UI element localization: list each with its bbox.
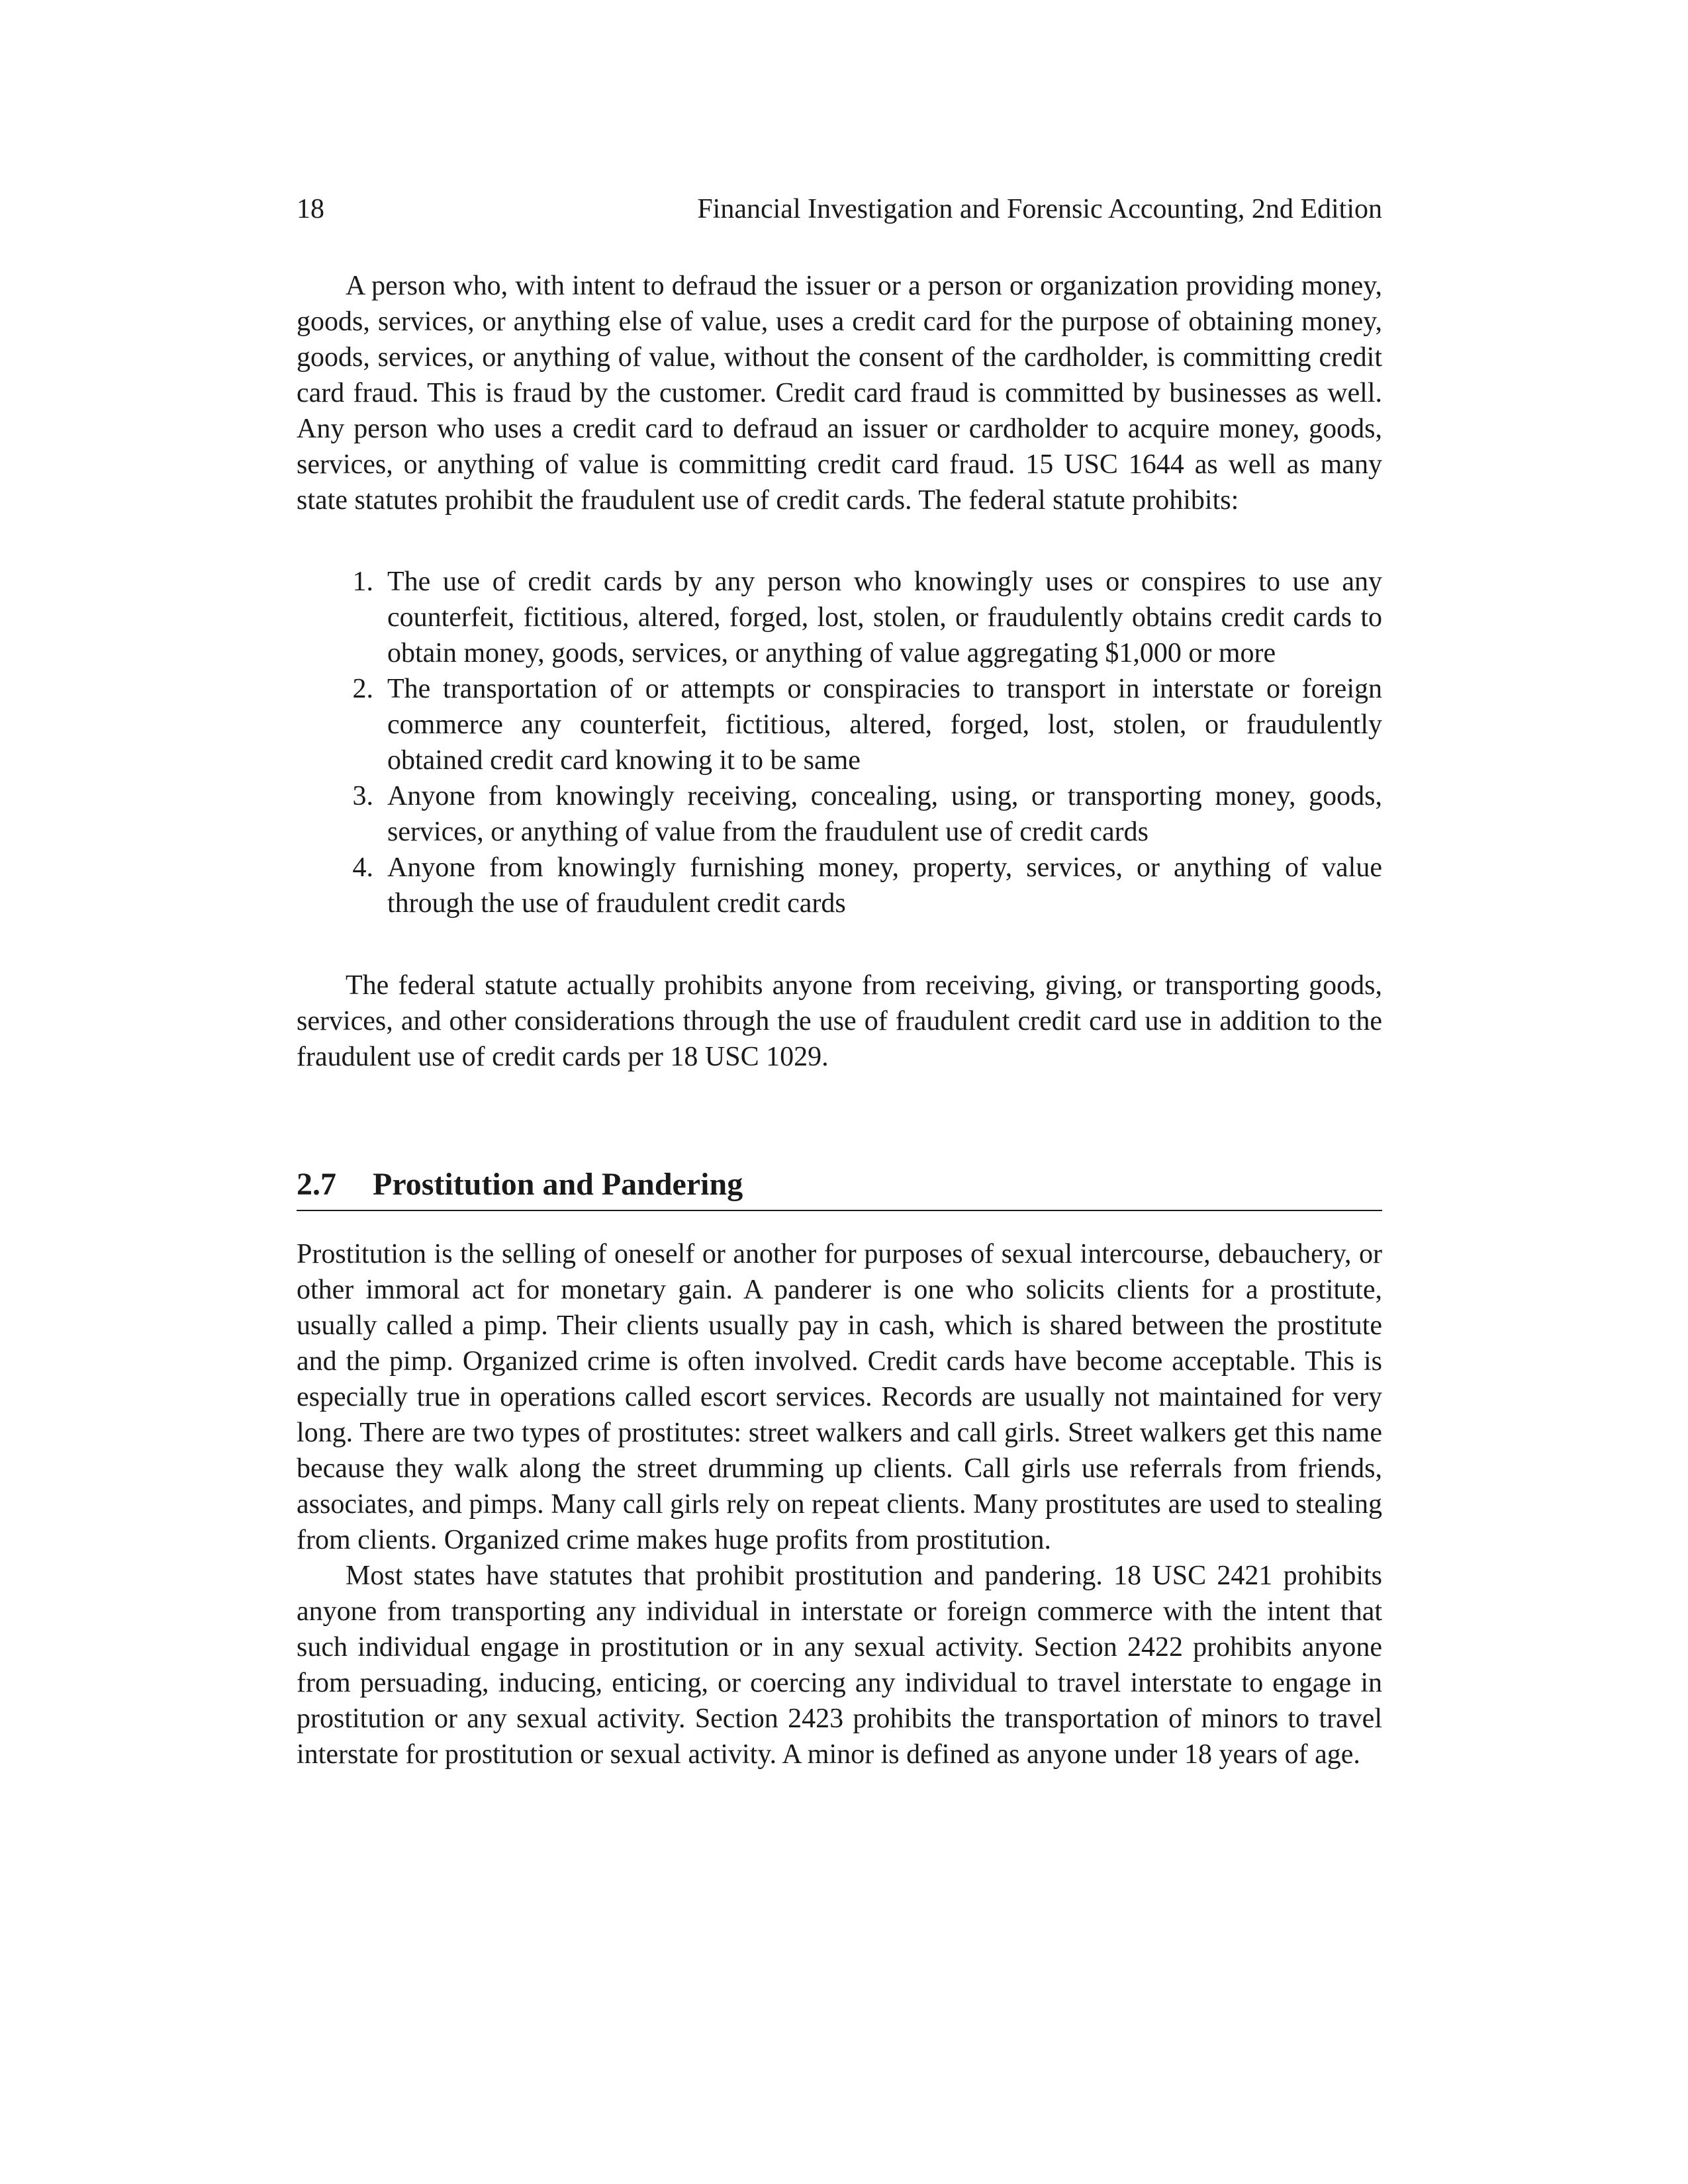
section-title: Prostitution and Pandering bbox=[373, 1167, 743, 1202]
running-header bbox=[297, 192, 1382, 226]
intro-paragraph: A person who, with intent to defraud the issuer or a person or organization providing money, goods, services, or anything else of value, uses a credit card for the purpose of obtaining money, goods, services, or anything of value, without the consent of the cardholder, is committing credit card fraud. This is fraud by the customer. Credit card fraud is committed by businesses as well. Any person who uses a credit card to defraud an issuer or cardholder to acquire money, goods, services, or anything of value is committing credit card fraud. 15 USC 1644 as well as many state statutes prohibit the fraudulent use of credit cards. The federal statute prohibits: bbox=[297, 271, 1382, 516]
list-item bbox=[297, 564, 1382, 671]
list-item-number: 2. bbox=[352, 674, 373, 704]
list-item-number: 1. bbox=[352, 567, 373, 597]
section-paragraph: Prostitution is the selling of oneself or another for purposes of sexual intercourse, debauchery, or other immoral act for monetary gain. A panderer is one who solicits clients for a prostitute, usually called a pimp. Their clients usually pay in cash, which is shared between the prostitute and the pimp. Organized crime is often involved. Credit cards have become acceptable. This is especially true in operations called escort services. Records are usually not maintained for very long. There are two types of prostitutes: street walkers and call girls. Street walkers get this name because they walk along the street drumming up clients. Call girls use referrals from friends, associates, and pimps. Many call girls rely on repeat clients. Many prostitutes are used to stealing from clients. Organized crime makes huge profits from prostitution. bbox=[297, 1239, 1382, 1555]
list-item-text: The transportation of or attempts or conspiracies to transport in interstate or foreign commerce any counterfeit, fictitious, altered, forged, lost, stolen, or fraudulently obtained credit card knowing it to be same bbox=[387, 674, 1382, 776]
list-item-number: 3. bbox=[352, 781, 373, 811]
prohibitions-list bbox=[297, 564, 1382, 921]
running-title: Financial Investigation and Forensic Accounting, 2nd Edition bbox=[697, 194, 1382, 224]
section-heading bbox=[297, 1165, 1382, 1211]
list-item bbox=[297, 778, 1382, 850]
list-item-text: The use of credit cards by any person who knowingly uses or conspires to use any counterfeit, fictitious, altered, forged, lost, stolen, or fraudulently obtains credit cards to obtain money, goods, services, or anything of value aggregating $1,000 or more bbox=[387, 567, 1382, 668]
page-number: 18 bbox=[297, 194, 324, 224]
section-number: 2.7 bbox=[297, 1167, 336, 1202]
statute-paragraph: The federal statute actually prohibits anyone from receiving, giving, or transporting goods, services, and other considerations through the use of fraudulent credit card use in addition to the fraudulent use of credit cards per 18 USC 1029. bbox=[297, 970, 1382, 1072]
list-item-number: 4. bbox=[352, 852, 373, 883]
list-item bbox=[297, 850, 1382, 921]
list-item bbox=[297, 671, 1382, 778]
list-item-text: Anyone from knowingly furnishing money, property, services, or anything of value through the use of fraudulent credit cards bbox=[387, 852, 1382, 919]
book-page bbox=[297, 192, 1382, 1772]
list-item-text: Anyone from knowingly receiving, concealing, using, or transporting money, goods, services, or anything of value from the fraudulent use of credit cards bbox=[387, 781, 1382, 847]
section-paragraph: Most states have statutes that prohibit prostitution and pandering. 18 USC 2421 prohibits anyone from transporting any individual in interstate or foreign commerce with the intent that such individual engage in prostitution or in any sexual activity. Section 2422 prohibits anyone from persuading, inducing, enticing, or coercing any individual to travel interstate to engage in prostitution or any sexual activity. Section 2423 prohibits the transportation of minors to travel interstate for prostitution or sexual activity. A minor is defined as anyone under 18 years of age. bbox=[297, 1561, 1382, 1770]
